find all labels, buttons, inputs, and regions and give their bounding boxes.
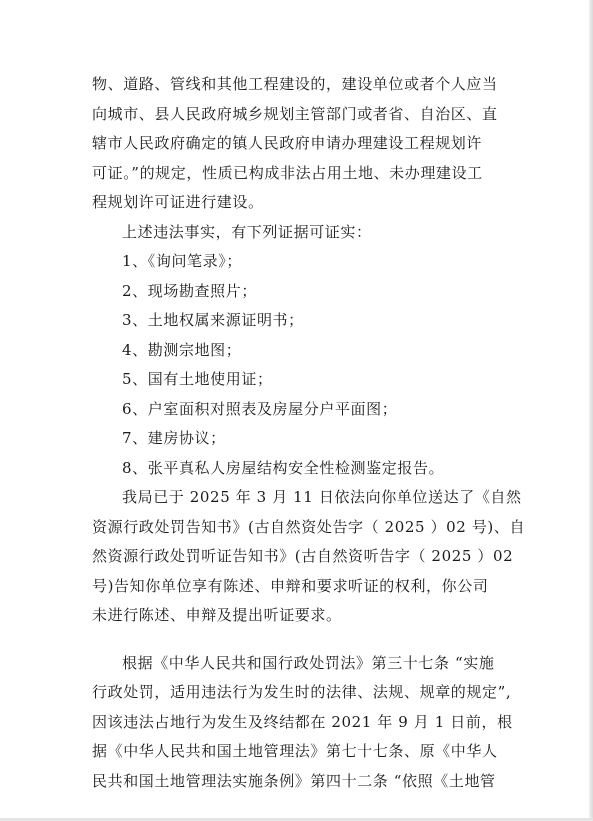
evidence-item: 6、户室面积对照表及房屋分户平面图； [122,399,398,418]
paragraph-gap [92,631,508,649]
text-line: 行政处罚，适用违法行为发生时的法律、法规、规章的规定”, [92,683,512,701]
text-line: 资源行政处罚告知书》(古自然资处告字（ 2025 ）02 号)、自 [92,517,526,536]
text-line: 物、道路、管线和其他工程建设的，建设单位或者个人应当 [92,75,498,93]
text-line: 民共和国土地管理法实施条例》第四十二条 “依照《土地管 [92,771,496,790]
text-line: 未进行陈述、申辩及提出听证要求。 [92,606,342,624]
paragraph-notice-served [92,483,526,631]
evidence-item: 8、张平真私人房屋结构安全性检测鉴定报告。 [122,458,445,477]
evidence-list [92,247,508,483]
evidence-item: 7、建房协议； [122,429,226,447]
page-edge-shadow [589,0,593,821]
evidence-item: 5、国有土地使用证； [122,370,273,388]
evidence-item: 3、土地权属来源证明书； [122,311,304,329]
text-line: 号)告知你单位享有陈述、申辩和要求听证的权利，你公司 [92,576,489,595]
evidence-item: 2、现场勘查照片； [122,281,257,300]
text-line: 向城市、县人民政府城乡规划主管部门或者省、自治区、直 [92,104,498,123]
paragraph-violation-conclusion [92,70,508,218]
text-line: 因该违法占地行为发生及终结都在 2021 年 9 月 1 日前，根 [92,712,513,731]
text-line: 然资源行政处罚听证告知书》(古自然资听告字（ 2025 ）02 [92,547,514,565]
text-line: 根据《中华人民共和国行政处罚法》第三十七条 “实施 [122,653,495,672]
text-line: 可证。”的规定，性质已构成非法占用土地、未办理建设工 [92,163,483,182]
evidence-item: 4、勘测宗地图； [122,340,242,359]
text-line: 辖市人民政府确定的镇人民政府申请办理建设工程规划许 [92,134,483,152]
text-line: 据《中华人民共和国土地管理法》第七十七条、原《中华人 [92,742,498,760]
document-body [92,70,526,796]
paragraph-legal-basis [92,649,513,797]
text-line: 我局已于 2025 年 3 月 11 日依法向你单位送达了《自然 [122,488,522,506]
evidence-item: 1、《询问笔录》； [122,252,242,270]
evidence-intro: 上述违法事实，有下列证据可证实： [122,222,372,241]
text-line: 程规划许可证进行建设。 [92,193,264,211]
